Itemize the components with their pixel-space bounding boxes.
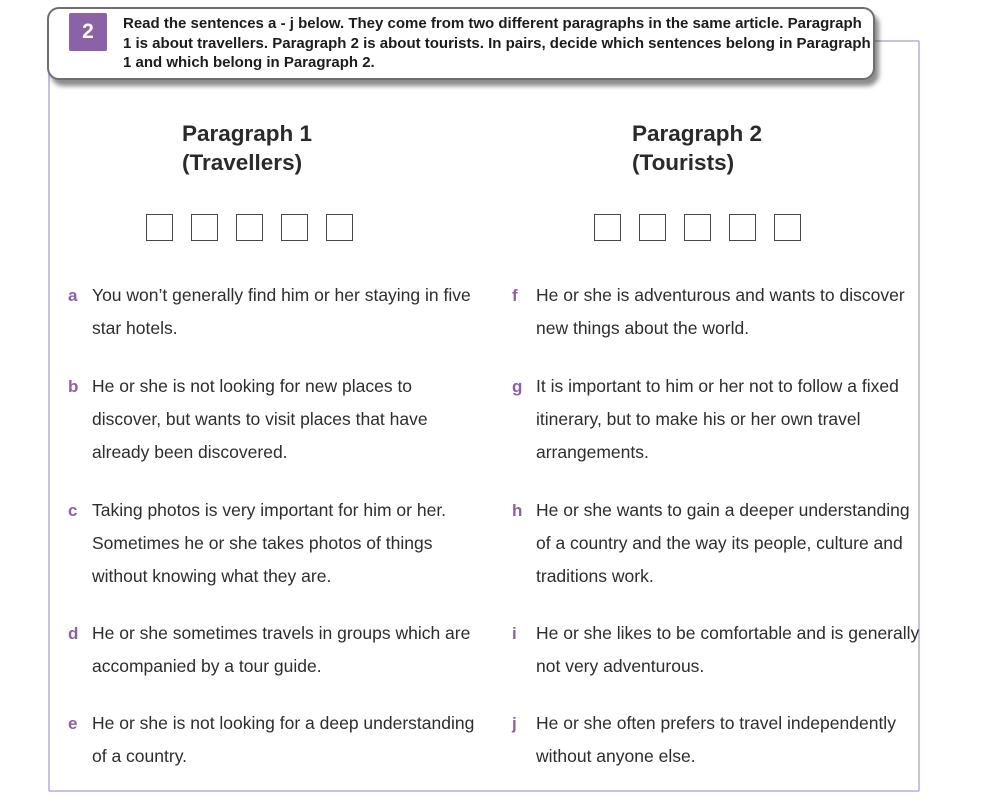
paragraph-2-heading xyxy=(632,119,762,177)
paragraph-1-answer-boxes xyxy=(146,214,353,241)
paragraph-1-heading xyxy=(182,119,312,177)
sentence-letter: b xyxy=(68,377,79,396)
paragraph-1-subtitle: (Travellers) xyxy=(182,150,303,175)
sentence-letter: g xyxy=(512,377,523,396)
paragraph-2-title: Paragraph 2 xyxy=(632,121,763,146)
answer-box[interactable] xyxy=(684,214,711,241)
answer-box[interactable] xyxy=(639,214,666,241)
sentence-text: He or she is adventurous and wants to discover new things about the world. xyxy=(536,285,905,338)
sentence-text: Taking photos is very important for him or her. Sometimes he or she takes photos of things without knowing what they are. xyxy=(92,500,447,586)
sentence-text: He or she is not looking for a deep understanding of a country. xyxy=(92,713,475,766)
exercise-number-badge: 2 xyxy=(69,13,107,51)
sentence-letter: c xyxy=(68,501,78,520)
answer-box[interactable] xyxy=(774,214,801,241)
paragraph-2-subtitle: (Tourists) xyxy=(632,150,735,175)
sentence-text: He or she likes to be comfortable and is generally not very adventurous. xyxy=(536,623,920,676)
answer-box[interactable] xyxy=(191,214,218,241)
instruction-text: Read the sentences a - j below. They come from two different paragraphs in the same article. Paragraph 1 is about travellers. Paragraph 2 is about tourists. In pairs, decide which sentences belong in Paragraph 1 and which belong in Paragraph 2. xyxy=(123,15,871,71)
paragraph-1-title: Paragraph 1 xyxy=(182,121,313,146)
sentence-text: He or she often prefers to travel independently without anyone else. xyxy=(536,713,896,766)
instruction-box xyxy=(47,7,875,80)
sentence-letter: h xyxy=(512,501,523,520)
answer-box[interactable] xyxy=(281,214,308,241)
answer-box[interactable] xyxy=(594,214,621,241)
sentence-text: You won’t generally find him or her staying in five star hotels. xyxy=(92,285,471,338)
sentence-letter: a xyxy=(68,286,78,305)
sentence-text: He or she wants to gain a deeper understanding of a country and the way its people, culture and traditions work. xyxy=(536,500,910,586)
sentence-letter: d xyxy=(68,624,79,643)
sentence-letter: j xyxy=(512,714,517,733)
sentence-letter: e xyxy=(68,714,78,733)
answer-box[interactable] xyxy=(236,214,263,241)
sentence-text: He or she sometimes travels in groups which are accompanied by a tour guide. xyxy=(92,623,471,676)
paragraph-2-answer-boxes xyxy=(594,214,801,241)
sentence-text: He or she is not looking for new places to discover, but wants to visit places that have already been discovered. xyxy=(92,376,428,462)
sentence-letter: i xyxy=(512,624,517,643)
answer-box[interactable] xyxy=(729,214,756,241)
sentence-text: It is important to him or her not to follow a fixed itinerary, but to make his or her own travel arrangements. xyxy=(536,376,899,462)
answer-box[interactable] xyxy=(326,214,353,241)
answer-box[interactable] xyxy=(146,214,173,241)
sentence-letter: f xyxy=(512,286,518,305)
